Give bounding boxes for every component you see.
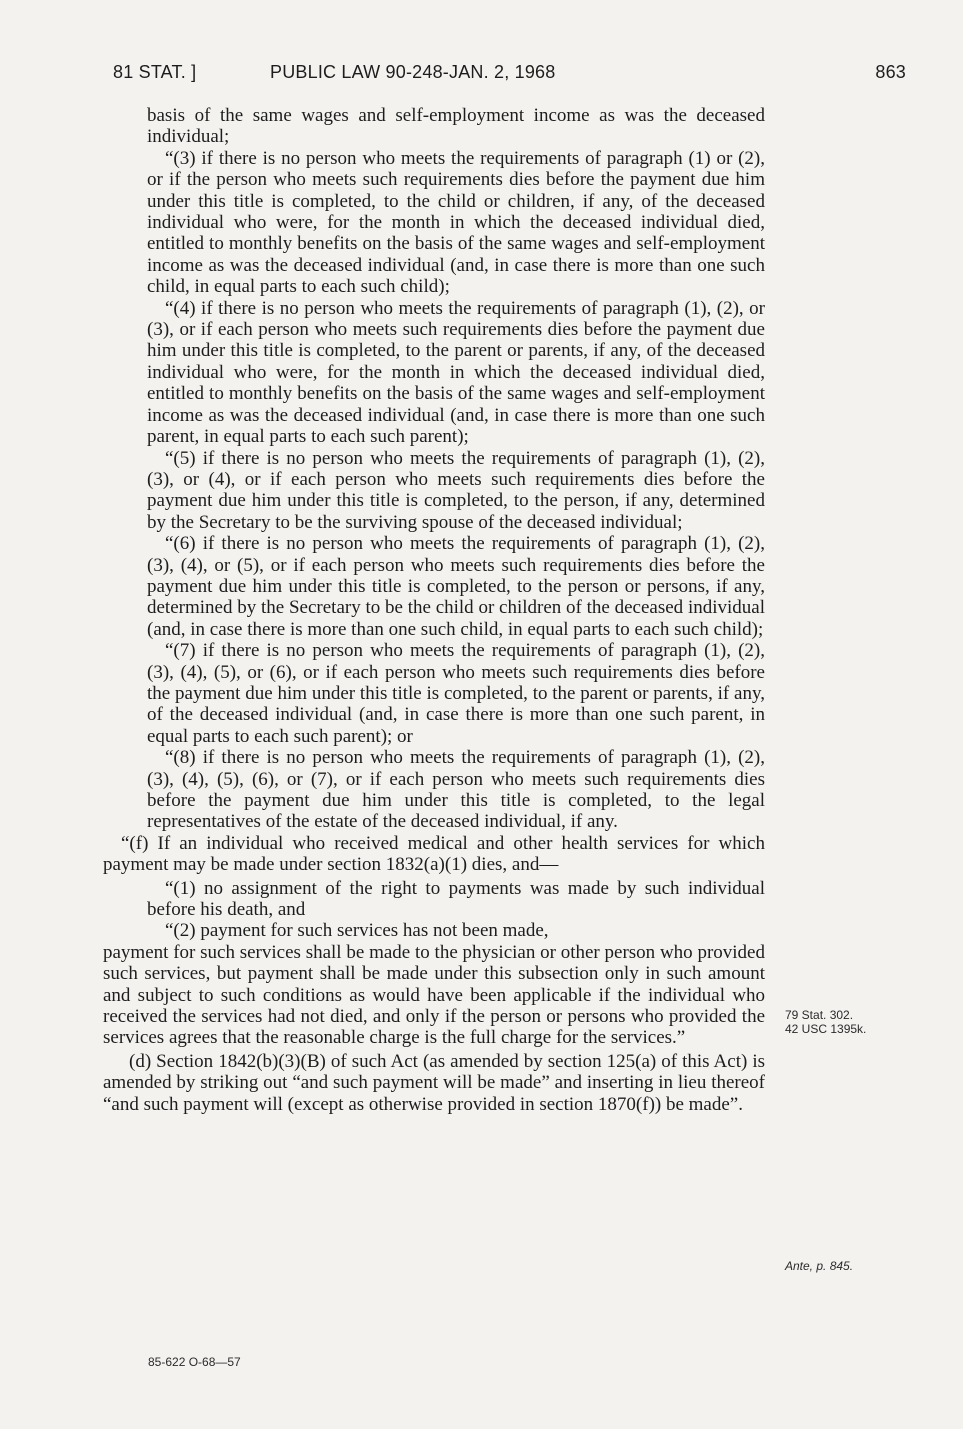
paragraph-7: “(7) if there is no person who meets the requirements of paragraph (1), (2), (3), (4), (5), or (6), or if each person who meets such requirements dies before the payment due him under this title is completed, to the parent or parents, if any, of the deceased individual (and, in case there is more than one such parent, in equal parts to each such parent); or: [147, 640, 765, 747]
paragraph-4: “(4) if there is no person who meets the requirements of paragraph (1), (2), or (3), or if each person who meets such requirements dies before the payment due him under this title is completed, to the parent or parents, if any, of the deceased individual who were, for the month in which the deceased individual died, entitled to monthly benefits on the basis of the same wages and self-employment income as was the deceased individual (and, in case there is more than one such parent, in equal parts to each such parent);: [147, 297, 765, 448]
paragraph-8: “(8) if there is no person who meets the requirements of paragraph (1), (2), (3), (4), (5), (6), or (7), or if each person who meets such requirements dies before the payment due him under this title is completed, to the legal representatives of the estate of the deceased individual, if any.: [147, 747, 765, 833]
paragraph-3: “(3) if there is no person who meets the requirements of paragraph (1) or (2), or if the person who meets such requirements dies before the payment due him under this title is completed, to the child or children, if any, of the deceased individual who were, for the month in which the deceased individual died, entitled to monthly benefits on the basis of the same wages and self-employment income as was the deceased individual (and, in case there is more than one such child, in equal parts to each such child);: [147, 147, 765, 298]
subsection-f-conclusion: payment for such services shall be made to the physician or other person who provided such services, but payment shall be made under this subsection only in such amount and subject to such conditions as would have been applicable if the individual who received the services had not died, and only if the person or persons who provided the services agrees that the reasonable charge is the full charge for the services.”: [103, 941, 765, 1049]
margin-citation-line: 42 USC 1395k.: [785, 1022, 867, 1036]
subsection-f-clause-1: “(1) no assignment of the right to payments was made by such individual before his death, and: [147, 877, 765, 921]
paragraph-continuation: basis of the same wages and self-employment income as was the deceased individual;: [147, 105, 765, 148]
margin-citation-line: 79 Stat. 302.: [785, 1008, 854, 1022]
body-text: [103, 105, 765, 1115]
subsection-f: “(f) If an individual who received medical and other health services for which payment may be made under section 1832(a)(1) dies, and—: [103, 832, 765, 876]
page-header: [113, 62, 906, 86]
subsection-d: (d) Section 1842(b)(3)(B) of such Act (as amended by section 125(a) of this Act) is amended by striking out “and such payment will be made” and inserting in lieu thereof “and such payment will (except as otherwise provided in section 1870(f)) be made”.: [103, 1050, 765, 1115]
subsection-f-clause-2: “(2) payment for such services has not been made,: [165, 920, 549, 942]
margin-citation-stat: [785, 1008, 866, 1036]
margin-citation-ante: Ante, p. 845.: [785, 1259, 854, 1273]
statute-reference: 81 STAT. ]: [113, 62, 197, 82]
print-code: 85-622 O-68—57: [148, 1355, 241, 1369]
page-number: 863: [875, 62, 906, 82]
paragraph-6: “(6) if there is no person who meets the requirements of paragraph (1), (2), (3), (4), or (5), or if each person who meets such requirements dies before the payment due him under this title is completed, to the person or persons, if any, determined by the Secretary to be the child or children of the deceased individual (and, in case there is more than one such child, in equal parts to each such child);: [147, 533, 765, 640]
page-title: PUBLIC LAW 90-248-JAN. 2, 1968: [270, 62, 556, 82]
paragraph-5: “(5) if there is no person who meets the requirements of paragraph (1), (2), (3), or (4), or if each person who meets such requirements dies before the payment due him under this title is completed, to the person, if any, determined by the Secretary to be the surviving spouse of the deceased individual;: [147, 447, 765, 533]
